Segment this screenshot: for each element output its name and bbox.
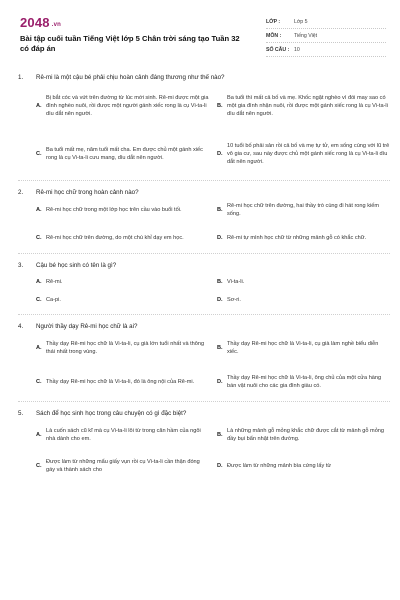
question-text: 5. Sách để học sinh học trong câu chuyện có gì đặc biệt?	[18, 410, 187, 417]
question-text: 2. Rê-mi học chữ trong hoàn cảnh nào?	[18, 189, 139, 196]
page-header	[14, 8, 386, 60]
document-title: Bài tập cuối tuần Tiếng Việt lớp 5 Chân trời sáng tạo Tuần 32 có đáp án	[20, 34, 240, 53]
option-b[interactable]: B. Rê-mi học chữ trên đường, hai thầy trò cùng đi hát rong kiếm sống.	[217, 203, 380, 217]
option-c[interactable]: C. Ba tuổi mất mẹ, năm tuổi mất cha. Em được chủ một gánh xiếc rong là cụ Vi-ta-li cưu mang, dìu dắt nên người.	[36, 147, 203, 161]
options	[18, 84, 390, 176]
options	[18, 333, 390, 397]
option-a[interactable]: A. Thầy dạy Rê-mi học chữ là Vi-ta-li, cụ già lớn tuổi nhất và thông thái nhất trong vùng.	[36, 341, 205, 355]
option-d[interactable]: D. Sơ-ri.	[217, 297, 241, 303]
divider	[18, 180, 390, 181]
meta-row-class: LỚP : Lớp 5	[266, 15, 386, 29]
options	[18, 199, 390, 249]
option-c[interactable]: C. Ca-pi.	[36, 297, 61, 303]
option-c[interactable]: C. Rê-mi học chữ trên đường, do một chú khỉ dạy em học.	[36, 235, 184, 241]
question-text: 1. Rê-mi là một cậu bé phải chịu hoàn cảnh đáng thương như thế nào?	[18, 74, 225, 81]
question-3	[18, 260, 390, 315]
option-d[interactable]: D. Rê-mi tự mình học chữ từ những mảnh gỗ có khắc chữ.	[217, 235, 367, 241]
site-logo[interactable]: 2048 .vn	[20, 15, 62, 30]
option-c[interactable]: C. Được làm từ những mẩu giấy vụn rồi cụ Vi-ta-li cần thận đóng gáy và thành sách cho	[36, 459, 200, 473]
option-b[interactable]: B. Thầy dạy Rê-mi học chữ là Vi-ta-li, cụ già làm nghề biểu diễn xiếc.	[217, 341, 379, 355]
divider	[18, 314, 390, 315]
meta-row-subject: MÔN : Tiếng Việt	[266, 29, 386, 43]
question-5	[18, 408, 390, 478]
question-list	[18, 72, 390, 484]
option-b[interactable]: B. Là những mảnh gỗ mỏng khắc chữ được cắt từ mảnh gỗ mỏng đầy bụi bẩn nhặt trên đường.	[217, 428, 385, 442]
option-a[interactable]: A. Rê-mi học chữ trong một lớp học trên cầu vào buổi tối.	[36, 207, 182, 213]
option-d[interactable]: D. 10 tuổi bố phải sản rồi cả bố và mẹ tự tử, em sống cùng với lũ trẻ vô gia cư, sau này được chủ một gánh xiếc rong là cụ Vi-ta-li dìu dắt nên người.	[217, 143, 390, 165]
option-d[interactable]: D. Thầy dạy Rê-mi học chữ là Vi-ta-li, ông chủ của một cửa hàng bán vật nuôi cho các gia đình giàu có.	[217, 375, 382, 389]
question-1	[18, 72, 390, 181]
meta-table	[266, 15, 386, 57]
options	[18, 272, 390, 304]
options	[18, 420, 390, 478]
question-2	[18, 187, 390, 254]
option-d[interactable]: D. Được làm từ những mảnh bìa cứng lấy từ	[217, 463, 332, 469]
option-b[interactable]: B. Ba tuổi thì mất cả bố và mẹ. Khốc ngặt nghèo vì đói may sao có một gia đình nhận nuôi, rồi được một gánh xiếc rong là cụ Vi-ta-li dìu dắt nên người.	[217, 95, 388, 117]
question-text: 4. Người thầy dạy Rê-mi học chữ là ai?	[18, 323, 138, 330]
divider	[18, 401, 390, 402]
option-c[interactable]: C. Thầy dạy Rê-mi học chữ là Vi-ta-li, đó là ông nội của Rê-mi.	[36, 379, 195, 385]
option-b[interactable]: B. Vi-ta-li.	[217, 279, 245, 285]
option-a[interactable]: A. Rê-mi.	[36, 279, 63, 285]
option-a[interactable]: A. Bị bắt cóc và vứt trên đường từ lúc mới sinh. Rê-mi được một gia đình nghèo nuôi, rồi được một người gánh xiếc rong là cụ Vi-ta-li dìu dắt nên người.	[36, 95, 209, 117]
option-a[interactable]: A. Là cuốn sách cũ kĩ mà cụ Vi-ta-li lôi từ trong căn hầm của ngôi nhà dành cho em.	[36, 428, 201, 442]
meta-row-count: SỐ CÂU : 10	[266, 43, 386, 57]
divider	[18, 253, 390, 254]
question-4	[18, 321, 390, 402]
question-text: 3. Cậu bé học sinh có tên là gì?	[18, 262, 117, 269]
